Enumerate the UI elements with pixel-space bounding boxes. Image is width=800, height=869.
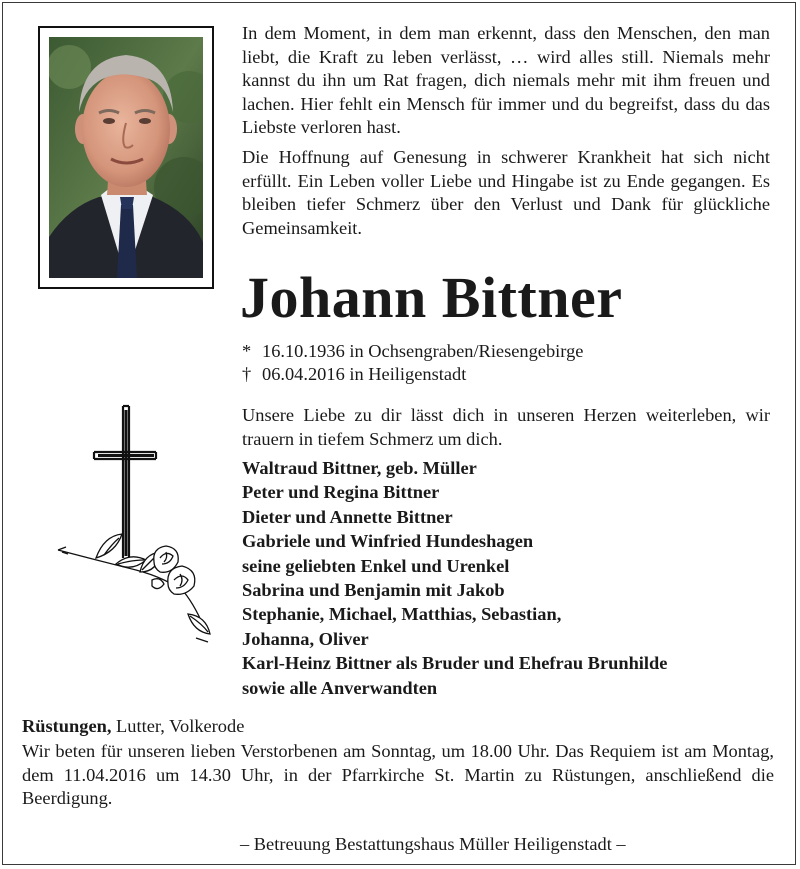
portrait-photo <box>49 37 203 278</box>
death-symbol: † <box>242 364 252 384</box>
mourner-line: sowie alle Anverwandten <box>242 677 438 698</box>
mourner-line: Johanna, Oliver <box>242 628 369 649</box>
mourner-line: seine geliebten Enkel und Urenkel <box>242 555 510 576</box>
mourner-line: Sabrina und Benjamin mit Jakob <box>242 580 505 601</box>
death-line <box>242 363 772 386</box>
deceased-name: Johann Bittner <box>240 265 623 330</box>
cross-with-roses-icon <box>56 402 218 646</box>
place-main: Rüstungen, <box>22 716 112 736</box>
mourner-line: Dieter und Annette Bittner <box>242 506 453 527</box>
place-rest: Lutter, Volkerode <box>116 716 245 736</box>
mourner-line: Peter und Regina Bittner <box>242 482 440 503</box>
service-paragraph: Wir beten für unseren lieben Verstorbenen am Sonntag, um 18.00 Uhr. Das Requiem ist am Montag, dem 11.04.2016 um 14.30 Uhr, in der Pfarrkirche St. Martin zu Rüstungen, anschließend die Beerdigung. <box>22 741 774 809</box>
funeral-home-footer: – Betreuung Bestattungshaus Müller Heiligenstadt – <box>240 834 626 854</box>
portrait-frame <box>38 26 214 289</box>
place-line <box>22 714 244 738</box>
love-paragraph: Unsere Liebe zu dir lässt dich in unseren Herzen weiterleben, wir trauern in tiefem Schmerz um dich. <box>242 405 770 449</box>
birth-line <box>242 340 772 363</box>
mourner-line: Gabriele und Winfried Hundeshagen <box>242 531 534 552</box>
mourner-line: Karl-Heinz Bittner als Bruder und Ehefrau Brunhilde <box>242 653 668 674</box>
birth-date: 16.10.1936 in Ochsengraben/Riesengebirge <box>262 341 584 361</box>
death-date: 06.04.2016 in Heiligenstadt <box>262 364 467 384</box>
hope-paragraph: Die Hoffnung auf Genesung in schwerer Krankheit hat sich nicht erfüllt. Ein Leben voller Liebe und Hingabe ist zu Ende gegangen. Es bleiben tiefer Schmerz über den Verlust und Dank für glückliche Gemeinsamkeit. <box>242 147 770 238</box>
life-dates <box>242 340 772 386</box>
intro-paragraph: In dem Moment, in dem man erkennt, dass den Menschen, den man liebt, die Kraft zu leben verlässt, … wird alles still. Niemals mehr kannst du ihn um Rat fragen, dich niemals mehr mit ihm freuen und lachen. Hier fehlt ein Mensch für immer und du begreifst, dass du das Liebste verloren hast. <box>242 23 770 138</box>
mourners-list <box>242 456 782 700</box>
mourner-line: Stephanie, Michael, Matthias, Sebastian, <box>242 604 562 625</box>
mourner-line: Waltraud Bittner, geb. Müller <box>242 458 477 478</box>
birth-symbol: * <box>242 341 252 361</box>
